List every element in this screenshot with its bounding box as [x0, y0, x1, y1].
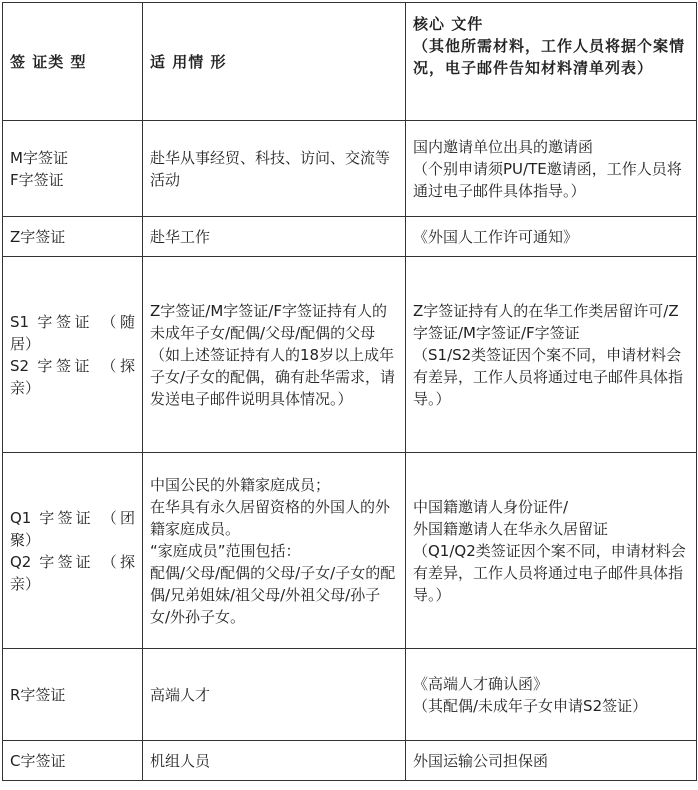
table-row	[3, 649, 697, 741]
table-row	[3, 121, 697, 217]
situation-cell	[143, 257, 406, 453]
situation-cell	[143, 741, 406, 781]
situation-cell	[143, 121, 406, 217]
situation-text: 赴华工作	[150, 227, 211, 246]
visa-type: C字签证	[10, 751, 66, 770]
situation-text: 配偶/父母/配偶的父母/子女/子女的配偶/兄弟姐妹/祖父母/外祖父母/孙子女/外孙子女。	[150, 563, 396, 626]
situation-cell	[143, 217, 406, 257]
docs-cell	[406, 453, 697, 649]
docs-cell	[406, 649, 697, 741]
situation-text: 赴华从事经贸、科技、访问、交流等活动	[150, 148, 391, 189]
docs-text: 外国运输公司担保函	[413, 751, 549, 770]
situation-text: “家庭成员”范围包括：	[150, 541, 301, 560]
table-row	[3, 257, 697, 453]
visa-type: R字签证	[10, 685, 66, 704]
header-core-docs-title: 核心 文件	[413, 15, 484, 33]
situation-text: 中国公民的外籍家庭成员；	[150, 475, 331, 494]
header-core-docs	[406, 3, 697, 121]
visa-type-cell	[3, 217, 143, 257]
visa-type: M字签证	[10, 148, 68, 167]
table-row	[3, 453, 697, 649]
docs-cell	[406, 257, 697, 453]
docs-text: 《高端人才确认函》	[413, 674, 549, 693]
visa-type-cell	[3, 649, 143, 741]
situation-text: （如上述签证持有人的18岁以上成年子女/子女的配偶，确有赴华需求，请发送电子邮件说明具体情况。）	[150, 345, 396, 408]
visa-type: Z字签证	[10, 227, 66, 246]
docs-cell	[406, 121, 697, 217]
visa-type: Q2 字签证 （探亲）	[10, 552, 135, 593]
header-visa-type: 签 证类 型	[3, 3, 143, 121]
visa-type-cell	[3, 741, 143, 781]
visa-type-cell	[3, 257, 143, 453]
header-core-docs-note: （其他所需材料，工作人员将据个案情况，电子邮件告知材料清单列表）	[413, 37, 686, 77]
visa-type: Q1 字签证 （团聚）	[10, 508, 135, 549]
visa-type-cell	[3, 121, 143, 217]
visa-type: F字签证	[10, 170, 64, 189]
docs-text: （S1/S2类签证因个案不同，申请材料会有差异，工作人员将通过电子邮件具体指导。）	[413, 345, 684, 408]
docs-text: Z字签证持有人的在华工作类居留许可/Z字签证/M字签证/F字签证	[413, 301, 679, 342]
header-situation: 适 用情 形	[143, 3, 406, 121]
header-row	[3, 3, 697, 121]
situation-text: 高端人才	[150, 685, 211, 704]
visa-type: S1 字签证 （随居）	[10, 312, 135, 353]
docs-cell	[406, 741, 697, 781]
visa-type: S2 字签证 （探亲）	[10, 356, 135, 397]
situation-cell	[143, 649, 406, 741]
situation-text: Z字签证/M字签证/F字签证持有人的未成年子女/配偶/父母/配偶的父母	[150, 301, 387, 342]
docs-cell	[406, 217, 697, 257]
situation-text: 机组人员	[150, 751, 211, 770]
docs-text: 国内邀请单位出具的邀请函	[413, 137, 594, 156]
docs-text: （个别申请须PU/TE邀请函，工作人员将通过电子邮件具体指导。）	[413, 159, 682, 200]
situation-text: 在华具有永久居留资格的外国人的外籍家庭成员。	[150, 497, 391, 538]
docs-text: （其配偶/未成年子女申请S2签证）	[413, 696, 648, 715]
docs-text: 中国籍邀请人身份证件/	[413, 497, 569, 516]
situation-cell	[143, 453, 406, 649]
visa-table	[2, 2, 697, 781]
table-row	[3, 741, 697, 781]
table-row	[3, 217, 697, 257]
visa-type-cell	[3, 453, 143, 649]
docs-text: 外国籍邀请人在华永久居留证	[413, 519, 609, 538]
docs-text: （Q1/Q2类签证因个案不同，申请材料会有差异，工作人员将通过电子邮件具体指导。）	[413, 541, 686, 604]
docs-text: 《外国人工作许可通知》	[413, 227, 579, 246]
